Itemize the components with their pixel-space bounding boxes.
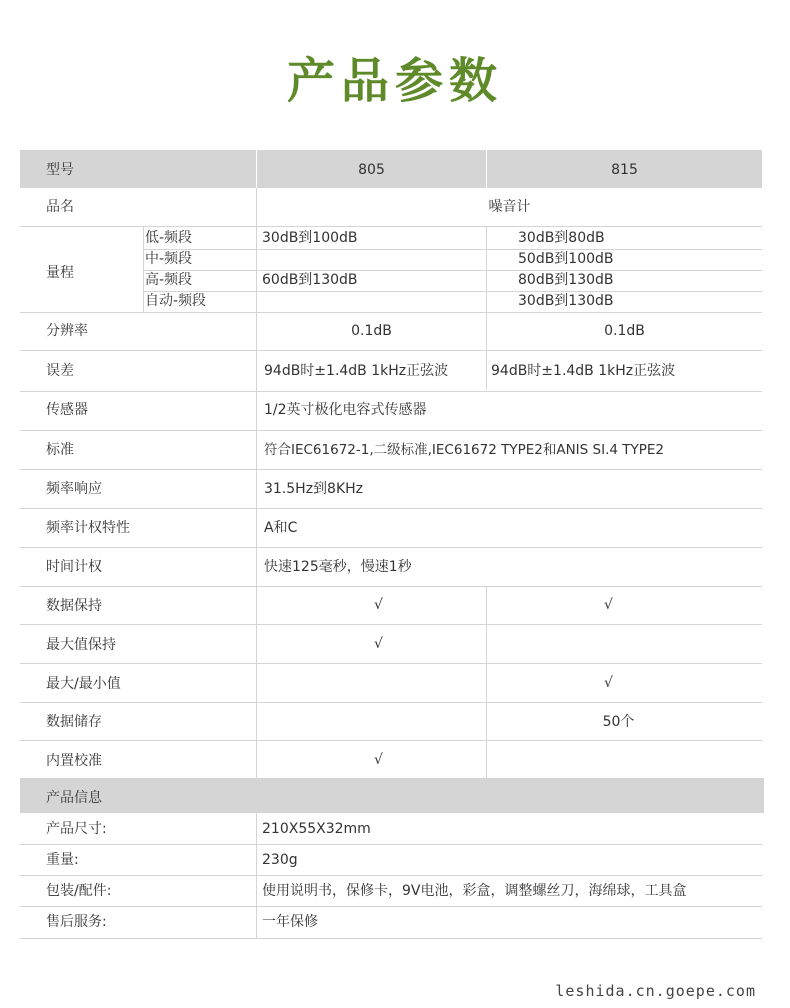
row-label-resolution: 分辨率 xyxy=(46,323,88,339)
range-auto-815: 30dB到130dB xyxy=(518,293,614,309)
watermark: leshida.cn.goepe.com xyxy=(555,982,756,1000)
row-label-name: 品名 xyxy=(46,199,74,215)
row-label-standard: 标准 xyxy=(46,442,74,458)
row-label-max-hold: 最大值保持 xyxy=(46,637,116,653)
row-label-freq-response: 频率响应 xyxy=(46,481,102,497)
row-data-hold-805: √ xyxy=(374,597,383,613)
info-value-service: 一年保修 xyxy=(262,914,318,930)
info-label-weight: 重量: xyxy=(46,852,79,868)
row-value-standard: 符合IEC61672-1,二级标准,IEC61672 TYPE2和ANIS SI.4 TYPE2 xyxy=(264,442,665,458)
row-label-sensor: 传感器 xyxy=(46,402,88,418)
row-label-freq-weighting: 频率计权特性 xyxy=(46,520,130,536)
header-model-805: 805 xyxy=(358,162,385,178)
row-value-sensor: 1/2英寸极化电容式传感器 xyxy=(264,402,427,418)
info-label-package: 包装/配件: xyxy=(46,883,112,899)
row-resolution-805: 0.1dB xyxy=(351,323,392,339)
range-band-low: 低-频段 xyxy=(145,230,193,246)
row-max-hold-805: √ xyxy=(374,636,383,652)
product-info-header xyxy=(20,778,764,813)
range-high-815: 80dB到130dB xyxy=(518,272,614,288)
row-label-range: 量程 xyxy=(46,265,74,281)
info-label-size: 产品尺寸: xyxy=(46,821,107,837)
range-band-auto: 自动-频段 xyxy=(145,293,207,309)
page-title: 产品参数 xyxy=(286,53,503,109)
row-resolution-815: 0.1dB xyxy=(604,323,645,339)
row-label-data-storage: 数据储存 xyxy=(46,714,102,730)
info-label-service: 售后服务: xyxy=(46,914,107,930)
row-value-name: 噪音计 xyxy=(488,199,531,215)
row-error-815: 94dB时±1.4dB 1kHz正弦波 xyxy=(491,363,676,379)
row-max-min-815: √ xyxy=(604,675,613,691)
row-value-freq-weighting: A和C xyxy=(264,520,298,536)
range-band-high: 高-频段 xyxy=(145,272,193,288)
row-label-max-min: 最大/最小值 xyxy=(46,676,121,692)
range-high-805: 60dB到130dB xyxy=(262,272,358,288)
row-label-data-hold: 数据保持 xyxy=(46,598,102,614)
row-error-805: 94dB时±1.4dB 1kHz正弦波 xyxy=(264,363,449,379)
range-low-805: 30dB到100dB xyxy=(262,230,358,246)
row-data-storage-815: 50个 xyxy=(602,714,635,730)
row-value-time-weighting: 快速125毫秒，慢速1秒 xyxy=(264,559,412,575)
range-band-mid: 中-频段 xyxy=(145,251,193,267)
row-data-hold-815: √ xyxy=(604,597,613,613)
row-calibration-805: √ xyxy=(374,752,383,768)
info-value-size: 210X55X32mm xyxy=(262,821,371,837)
row-label-error: 误差 xyxy=(46,363,74,379)
product-info-title: 产品信息 xyxy=(46,790,102,806)
row-label-time-weighting: 时间计权 xyxy=(46,559,102,575)
header-model-815: 815 xyxy=(611,162,638,178)
info-value-package: 使用说明书，保修卡，9V电池，彩盒，调整螺丝刀，海绵球，工具盒 xyxy=(262,883,687,899)
range-mid-815: 50dB到100dB xyxy=(518,251,614,267)
row-value-freq-response: 31.5Hz到8KHz xyxy=(264,481,364,497)
range-low-815: 30dB到80dB xyxy=(518,230,605,246)
info-value-weight: 230g xyxy=(262,852,298,868)
header-model-label: 型号 xyxy=(46,162,74,178)
row-label-calibration: 内置校准 xyxy=(46,753,102,769)
